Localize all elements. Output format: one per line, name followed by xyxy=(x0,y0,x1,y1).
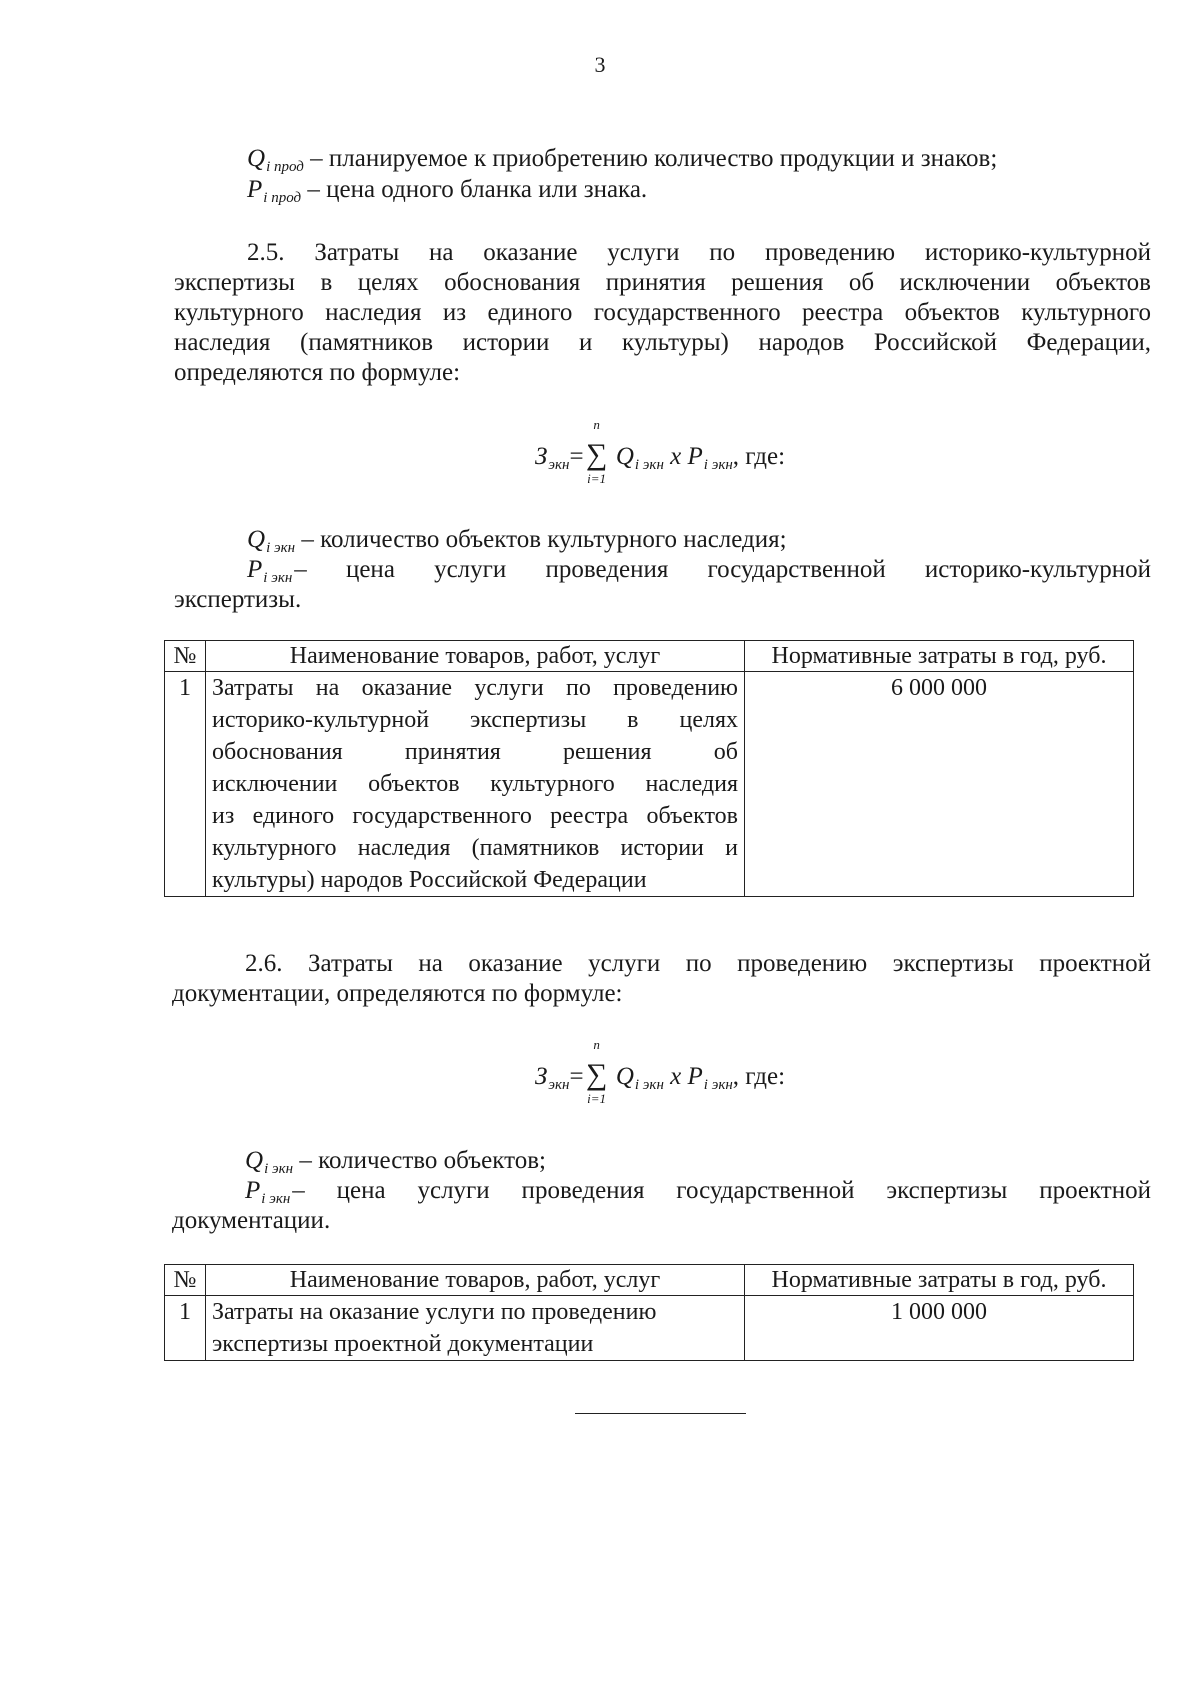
row-number: 1 xyxy=(165,672,206,897)
formula-26-tail: , где: xyxy=(732,1063,786,1090)
row-name xyxy=(206,1296,745,1361)
end-divider xyxy=(575,1413,746,1414)
row-name-line: Затраты на оказание услуги по проведению xyxy=(212,675,738,701)
q-prod-subscript: i прод xyxy=(266,159,304,175)
p-ekn-26-subscript: i экн xyxy=(261,1191,291,1207)
row-cost: 6 000 000 xyxy=(745,672,1134,897)
q-ekn-26-subscript: i экн xyxy=(264,1161,294,1177)
q-prod-definition xyxy=(247,144,997,177)
row-name-line: Затраты на оказание услуги по проведению xyxy=(212,1299,657,1325)
row-name-line: культурного наследия (памятников истории и xyxy=(212,835,738,861)
header-name: Наименование товаров, работ, услуг xyxy=(206,641,745,672)
q-ekn-subscript: i экн xyxy=(266,540,296,556)
row-name-line: исключении объектов культурного наследия xyxy=(212,771,738,797)
section-25-line-4: наследия (памятников истории и культуры) народов Российской Федерации, xyxy=(174,329,1151,356)
table-row xyxy=(165,1296,1134,1361)
header-cost: Нормативные затраты в год, руб. xyxy=(745,1265,1134,1296)
table-header-row xyxy=(165,1265,1134,1296)
section-25-line-2: экспертизы в целях обоснования принятия решения об исключении объектов xyxy=(174,269,1151,296)
p-prod-symbol: P xyxy=(247,176,263,203)
cost-table-25 xyxy=(164,640,1134,897)
q-ekn-26-definition xyxy=(245,1146,546,1179)
row-name-line: обоснования принятия решения об xyxy=(212,739,738,765)
formula-25-q: Q xyxy=(615,443,634,470)
p-ekn-symbol-wrap xyxy=(247,555,292,588)
formula-26-q-sub: i экн xyxy=(634,1077,664,1093)
formula-26-q: Q xyxy=(615,1063,634,1090)
p-prod-definition xyxy=(247,175,647,208)
sum-symbol: ∑ n i=1 xyxy=(584,438,610,472)
formula-25-lhs-sub: экн xyxy=(548,457,570,473)
formula-26-lhs-sub: экн xyxy=(548,1077,570,1093)
section-25-line-1: 2.5. Затраты на оказание услуги по проведению историко-культурной xyxy=(247,239,1151,266)
q-ekn-26-text: – количество объектов; xyxy=(293,1147,546,1174)
formula-26 xyxy=(535,1037,786,1106)
header-number: № xyxy=(165,641,206,672)
formula-25-q-sub: i экн xyxy=(634,457,664,473)
sum-lower-limit: i=1 xyxy=(587,471,607,486)
formula-26-eq: = xyxy=(569,1063,584,1090)
q-ekn-symbol: Q xyxy=(247,526,266,553)
formula-26-times: x xyxy=(663,1063,688,1090)
sum-upper-limit: n xyxy=(593,417,600,432)
formula-26-p: P xyxy=(687,1063,703,1090)
sum-lower-limit: i=1 xyxy=(587,1091,607,1106)
table-header-row xyxy=(165,641,1134,672)
formula-25-tail: , где: xyxy=(732,443,786,470)
page-number: 3 xyxy=(594,52,606,77)
p-ekn-26-symbol-wrap xyxy=(245,1176,290,1209)
q-ekn-26-symbol: Q xyxy=(245,1147,264,1174)
section-26-line-2: документации, определяются по формуле: xyxy=(172,980,623,1007)
p-ekn-text: – цена услуги проведения государственной историко-культурной xyxy=(294,556,1151,583)
formula-25-eq: = xyxy=(569,443,584,470)
header-name: Наименование товаров, работ, услуг xyxy=(206,1265,745,1296)
row-name-line: историко-культурной экспертизы в целях xyxy=(212,707,738,733)
q-ekn-definition xyxy=(247,525,787,558)
header-cost: Нормативные затраты в год, руб. xyxy=(745,641,1134,672)
p-ekn-subscript: i экн xyxy=(263,570,293,586)
p-ekn-26-symbol: P xyxy=(245,1177,261,1204)
cost-table-26 xyxy=(164,1264,1134,1361)
p-ekn-26-text: – цена услуги проведения государственной экспертизы проектной xyxy=(292,1177,1151,1204)
formula-25 xyxy=(535,417,786,486)
formula-25-lhs: З xyxy=(535,443,548,470)
formula-26-p-sub: i экн xyxy=(703,1077,733,1093)
section-25-line-5: определяются по формуле: xyxy=(174,359,461,386)
sum-upper-limit: n xyxy=(593,1037,600,1052)
p-prod-text: – цена одного бланка или знака. xyxy=(301,176,648,203)
header-number: № xyxy=(165,1265,206,1296)
p-ekn-26-definition xyxy=(245,1176,1151,1209)
q-ekn-text: – количество объектов культурного наследия; xyxy=(295,526,787,553)
formula-26-lhs: З xyxy=(535,1063,548,1090)
row-name-line: из единого государственного реестра объектов xyxy=(212,803,738,829)
row-cost: 1 000 000 xyxy=(745,1296,1134,1361)
section-25-line-3: культурного наследия из единого государственного реестра объектов культурного xyxy=(174,299,1151,326)
p-ekn-continuation: экспертизы. xyxy=(174,586,302,613)
table-row xyxy=(165,672,1134,897)
formula-25-p: P xyxy=(687,443,703,470)
row-name-line: культуры) народов Российской Федерации xyxy=(212,867,647,893)
row-number: 1 xyxy=(165,1296,206,1361)
p-prod-subscript: i прод xyxy=(263,190,302,206)
formula-25-times: x xyxy=(663,443,688,470)
q-prod-text: – планируемое к приобретению количество продукции и знаков; xyxy=(303,145,998,172)
q-prod-symbol: Q xyxy=(247,145,266,172)
p-ekn-symbol: P xyxy=(247,556,263,583)
p-ekn-definition xyxy=(247,555,1151,588)
p-ekn-26-continuation: документации. xyxy=(172,1207,331,1234)
row-name-line: экспертизы проектной документации xyxy=(212,1331,594,1357)
sum-symbol: ∑ n i=1 xyxy=(584,1058,610,1092)
formula-25-p-sub: i экн xyxy=(703,457,733,473)
section-26-line-1: 2.6. Затраты на оказание услуги по проведению экспертизы проектной xyxy=(245,950,1151,977)
row-name xyxy=(206,672,745,897)
